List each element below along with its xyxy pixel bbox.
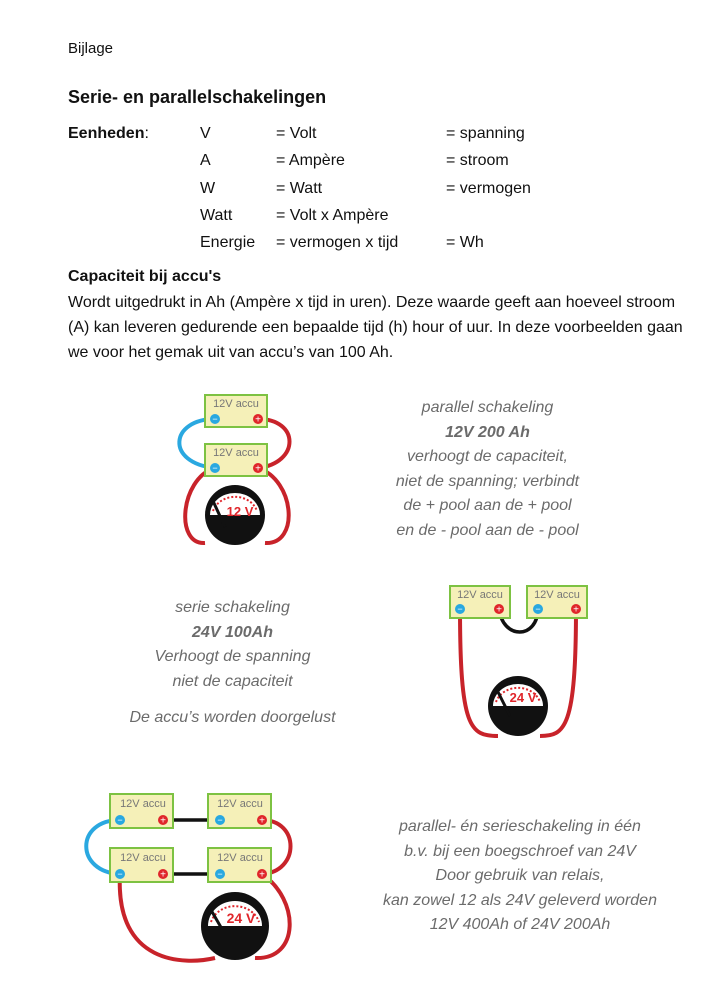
unit-meaning: = stroom bbox=[446, 152, 509, 169]
page-title: Serie- en parallelschakelingen bbox=[68, 87, 327, 107]
serie-caption bbox=[100, 596, 365, 731]
unit-meaning: = vermogen bbox=[446, 180, 531, 197]
caption-line: Door gebruik van relais, bbox=[435, 867, 605, 884]
parallel-caption bbox=[350, 396, 625, 543]
battery-icon bbox=[110, 848, 173, 882]
svg-text:−: − bbox=[212, 463, 218, 473]
unit-name: = Volt x Ampère bbox=[276, 207, 389, 224]
caption-line: en de - pool aan de - pool bbox=[396, 521, 579, 539]
units-label: Eenheden: bbox=[68, 125, 149, 142]
unit-symbol: A bbox=[200, 152, 211, 169]
battery-label: 12V accu bbox=[217, 798, 263, 810]
svg-text:+: + bbox=[573, 604, 579, 616]
unit-meaning: = spanning bbox=[446, 125, 525, 142]
battery-label: 12V accu bbox=[534, 589, 580, 601]
caption-line: 24V 100Ah bbox=[192, 623, 273, 641]
svg-text:+: + bbox=[160, 869, 166, 881]
capacity-text: Wordt uitgedrukt in Ah (Ampère x tijd in uren). Deze waarde geeft aan hoeveel stroom (A) kan leveren gedurende een bepaalde tijd (h) hour of uur. In deze voorbeelden gaan we voor het gemak uit van accu’s van 100 Ah. bbox=[68, 294, 683, 361]
svg-text:+: + bbox=[496, 604, 502, 616]
caption-line: parallel schakeling bbox=[421, 399, 554, 416]
caption-line: parallel- én serieschakeling in één bbox=[399, 818, 641, 835]
battery-icon bbox=[527, 586, 587, 618]
unit-symbol: V bbox=[200, 125, 211, 142]
battery-icon bbox=[450, 586, 510, 618]
unit-meaning: = Wh bbox=[446, 234, 484, 251]
header-label: Bijlage bbox=[68, 40, 114, 57]
unit-name: = Watt bbox=[276, 180, 323, 197]
svg-text:−: − bbox=[457, 604, 463, 614]
battery-label: 12V accu bbox=[213, 398, 259, 410]
serie-diagram bbox=[440, 578, 600, 748]
svg-text:−: − bbox=[117, 815, 123, 825]
combined-diagram bbox=[75, 780, 305, 970]
meter-readout: 24 V bbox=[509, 690, 537, 705]
unit-name: = Ampère bbox=[276, 152, 345, 169]
unit-symbol: W bbox=[200, 180, 216, 197]
caption-line: niet de capaciteit bbox=[172, 672, 293, 690]
caption-line: 12V 400Ah of 24V 200Ah bbox=[429, 916, 611, 933]
svg-text:−: − bbox=[535, 604, 541, 614]
svg-text:+: + bbox=[259, 869, 265, 881]
svg-text:+: + bbox=[259, 815, 265, 827]
battery-label: 12V accu bbox=[457, 589, 503, 601]
battery-label: 12V accu bbox=[120, 798, 166, 810]
svg-text:−: − bbox=[217, 815, 223, 825]
caption-line: serie schakeling bbox=[175, 599, 290, 616]
svg-text:+: + bbox=[160, 815, 166, 827]
capacity-heading: Capaciteit bij accu's bbox=[68, 268, 222, 285]
battery-label: 12V accu bbox=[120, 852, 166, 864]
voltmeter-icon bbox=[488, 676, 548, 736]
battery-icon bbox=[205, 444, 267, 476]
caption-line: b.v. bij een boegschroef van 24V bbox=[404, 842, 636, 860]
unit-name: = vermogen x tijd bbox=[276, 234, 399, 251]
caption-line: Verhoogt de spanning bbox=[154, 648, 311, 665]
caption-line: de + pool aan de + pool bbox=[403, 497, 572, 514]
battery-icon bbox=[110, 794, 173, 828]
battery-icon bbox=[208, 794, 271, 828]
parallel-diagram bbox=[170, 385, 300, 555]
meter-readout: 24 V bbox=[226, 910, 256, 926]
caption-note: De accu’s worden doorgelust bbox=[129, 709, 336, 726]
battery-icon bbox=[205, 395, 267, 427]
caption-line: 12V 200 Ah bbox=[445, 423, 530, 441]
battery-icon bbox=[208, 848, 271, 882]
battery-label: 12V accu bbox=[213, 447, 259, 459]
caption-line: niet de spanning; verbindt bbox=[395, 472, 580, 490]
unit-name: = Volt bbox=[276, 125, 317, 142]
voltmeter-icon bbox=[205, 485, 265, 545]
caption-line: verhoogt de capaciteit, bbox=[407, 448, 568, 465]
svg-text:−: − bbox=[217, 869, 223, 879]
svg-text:+: + bbox=[255, 414, 261, 426]
voltmeter-icon bbox=[201, 892, 269, 960]
combined-caption bbox=[355, 815, 685, 938]
meter-readout: 12 V bbox=[226, 504, 254, 519]
svg-text:−: − bbox=[212, 414, 218, 424]
caption-line: kan zowel 12 als 24V geleverd worden bbox=[383, 891, 657, 909]
unit-symbol: Watt bbox=[200, 207, 233, 224]
battery-label: 12V accu bbox=[217, 852, 263, 864]
svg-text:+: + bbox=[255, 463, 261, 475]
meter-wire-negative bbox=[120, 874, 215, 961]
svg-text:−: − bbox=[117, 869, 123, 879]
unit-symbol: Energie bbox=[200, 234, 256, 251]
